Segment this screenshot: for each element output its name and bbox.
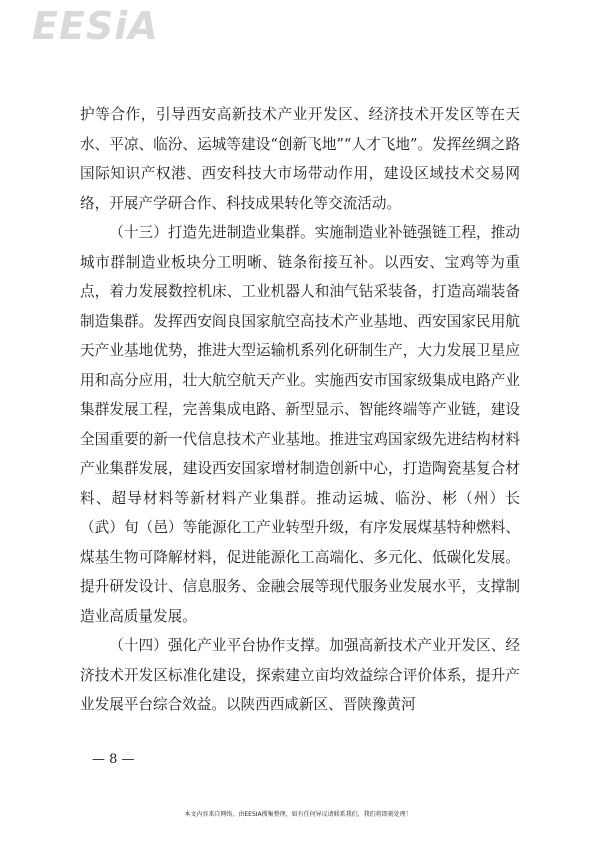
source-disclaimer: 本文内容来自网络，由EESIA搜集整理，如有任何异议请联系我们，我们将即刻处理！: [184, 811, 412, 818]
document-body: [80, 100, 520, 720]
eesia-logo: EESiA: [32, 4, 159, 48]
paragraph-industrial-platforms: （十四）强化产业平台协作支撑。加强高新技术产业开发区、经济技术开发区标准化建设，探索建立亩均效益综合评价体系，提升产业发展平台综合效益。以陕西西咸新区、晋陕豫黄河: [80, 637, 520, 713]
paragraph-continuation: 护等合作，引导西安高新技术产业开发区、经济技术开发区等在天水、平凉、临汾、运城等建设“创新飞地”“人才飞地”。发挥丝绸之路国际知识产权港、西安科技大市场带动作用，建设区域技术交易网络，开展产学研合作、科技成果转化等交流活动。: [80, 106, 520, 212]
page-number: — 8 —: [92, 752, 135, 767]
paragraph-manufacturing-clusters: （十三）打造先进制造业集群。实施制造业补链强链工程，推动城市群制造业板块分工明晰、链条衔接互补。以西安、宝鸡等为重点，着力发展数控机床、工业机器人和油气钻采装备，打造高端装备制造集群。发挥西安阎良国家航空高技术产业基地、西安国家民用航天产业基地优势，推进大型运输机系列化研制生产，大力发展卫星应用和高分应用，壮大航空航天产业。实施西安市国家级集成电路产业集群发展工程，完善集成电路、新型显示、智能终端等产业链，建设全国重要的新一代信息技术产业基地。推进宝鸡国家级先进结构材料产业集群发展，建设西安国家增材制造创新中心，打造陶瓷基复合材料、超导材料等新材料产业集群。推动运城、临汾、彬（州）长（武）旬（邑）等能源化工产业转型升级，有序发展煤基特种燃料、煤基生物可降解材料，促进能源化工高端化、多元化、低碳化发展。提升研发设计、信息服务、金融会展等现代服务业发展水平，支撑制造业高质量发展。: [80, 224, 520, 625]
